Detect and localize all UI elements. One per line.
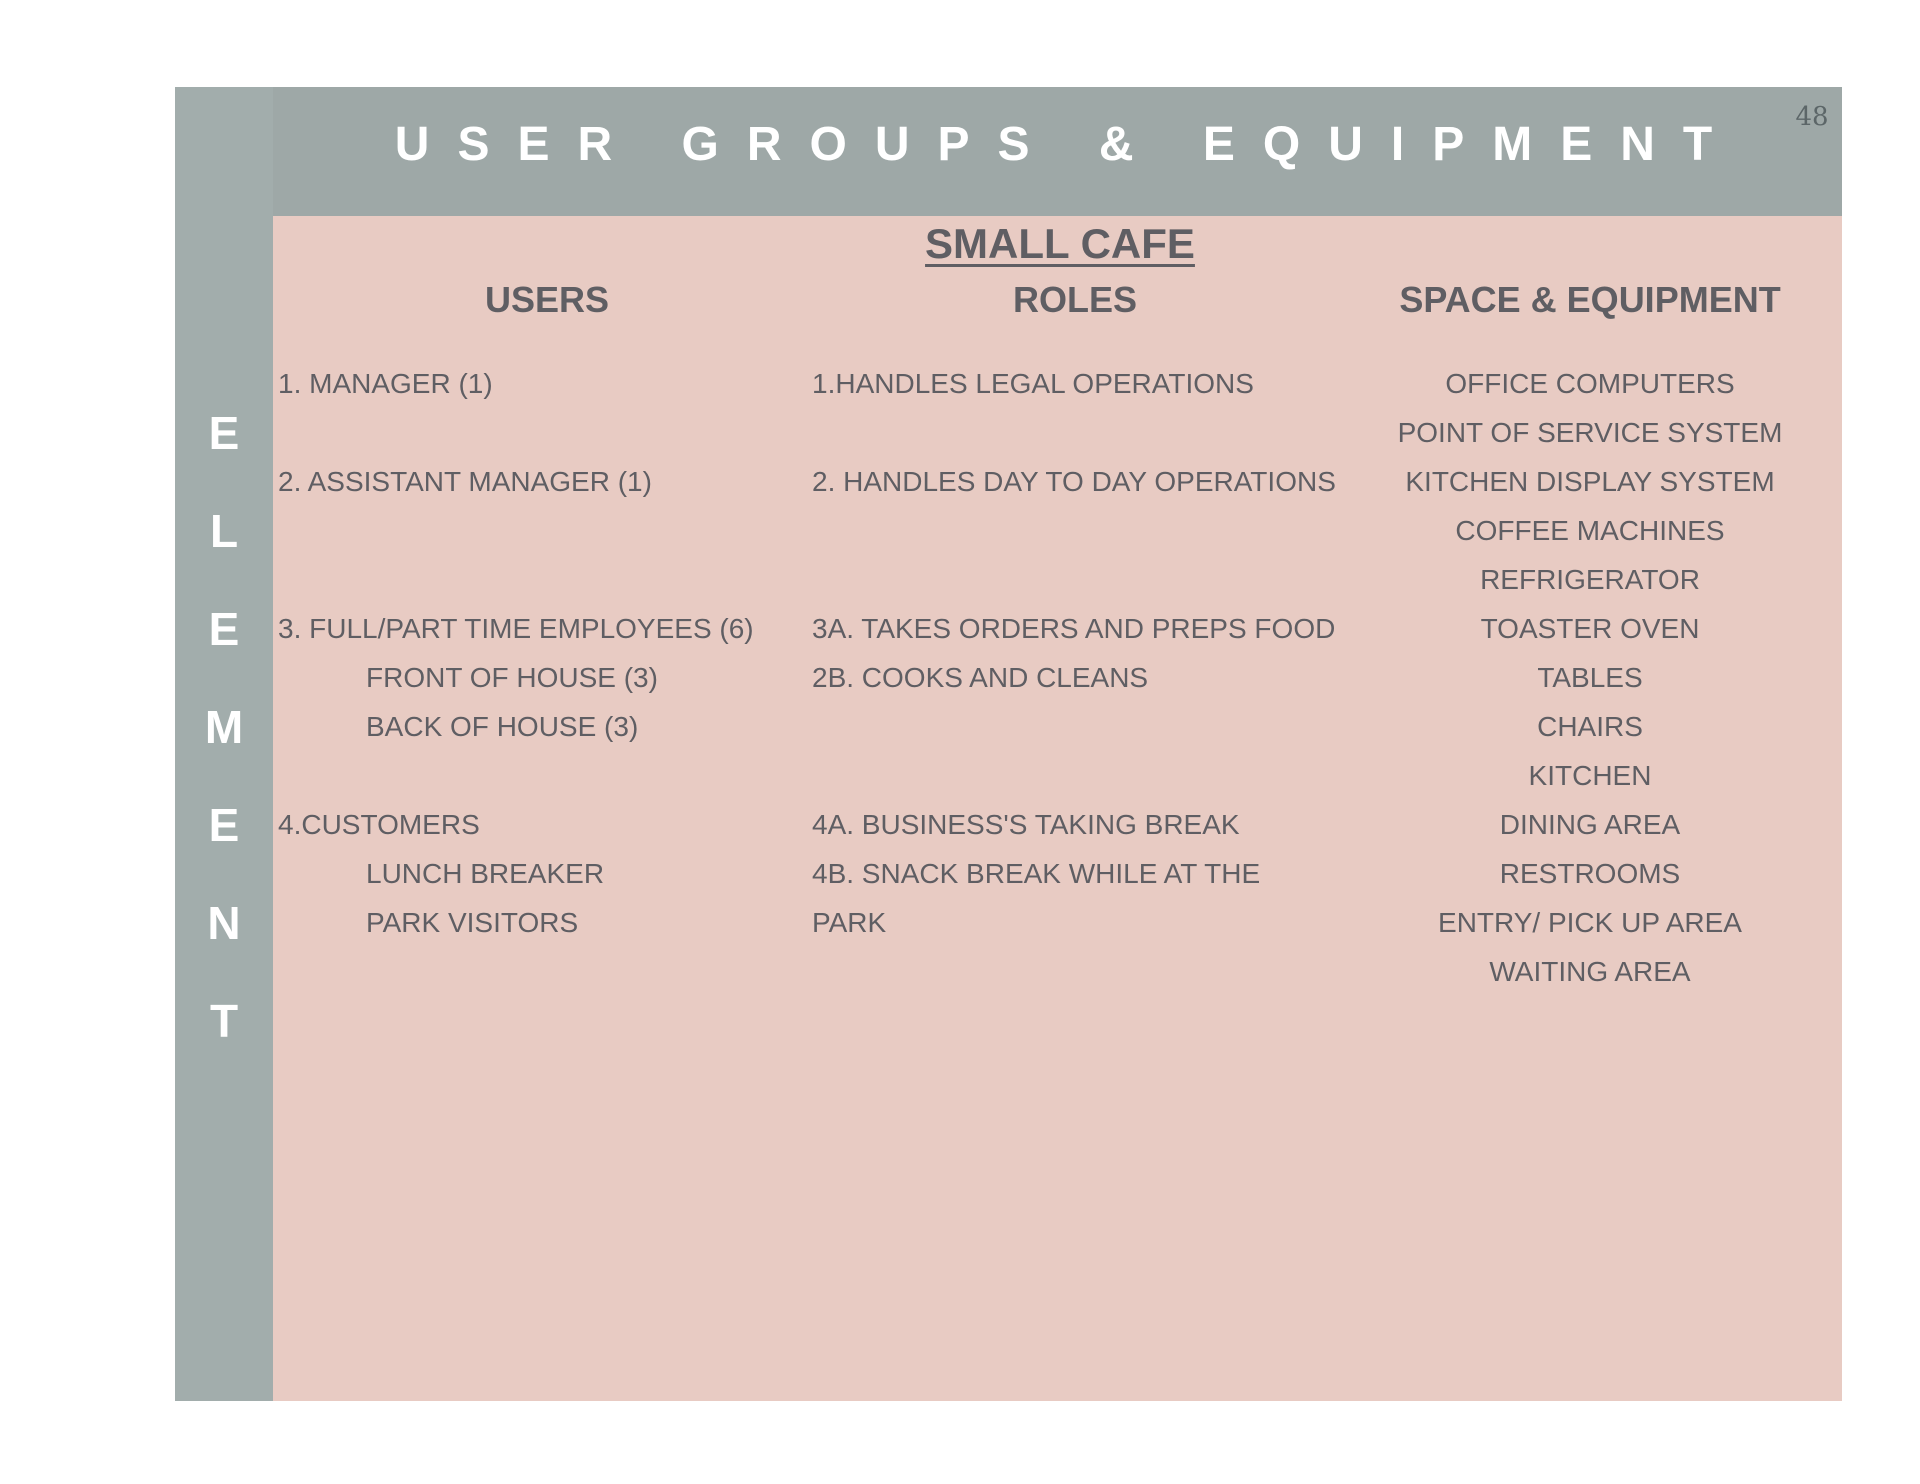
role-item: 4B. SNACK BREAK WHILE AT THE [812, 858, 1261, 889]
roles-column-heading: ROLES [1012, 279, 1137, 320]
vertical-letter: N [207, 897, 241, 949]
equipment-item: WAITING AREA [1489, 956, 1691, 987]
role-item: 4A. BUSINESS'S TAKING BREAK [812, 809, 1240, 840]
equipment-item: DINING AREA [1499, 809, 1681, 840]
vertical-letter: E [208, 603, 240, 655]
equipment-item: KITCHEN [1528, 760, 1652, 791]
equipment-item: POINT OF SERVICE SYSTEM [1397, 417, 1783, 448]
role-item: 3A. TAKES ORDERS AND PREPS FOOD [812, 613, 1336, 644]
user-item: 2. ASSISTANT MANAGER (1) [278, 466, 652, 497]
users-column-heading: USERS [484, 279, 610, 320]
user-subitem: BACK OF HOUSE (3) [366, 711, 639, 742]
vertical-letter: T [209, 995, 239, 1047]
equipment-item: TABLES [1537, 662, 1643, 693]
vertical-letter: E [208, 799, 240, 851]
vertical-letter: M [204, 701, 244, 753]
user-subitem: FRONT OF HOUSE (3) [366, 662, 658, 693]
equipment-item: TOASTER OVEN [1480, 613, 1700, 644]
equipment-item: COFFEE MACHINES [1455, 515, 1725, 546]
vertical-label [175, 407, 273, 1093]
user-subitem: LUNCH BREAKER [366, 858, 605, 889]
page-number: 48 [1795, 102, 1829, 132]
role-item: 2. HANDLES DAY TO DAY OPERATIONS [812, 466, 1336, 497]
user-item: 4.CUSTOMERS [278, 809, 480, 840]
equipment-item: KITCHEN DISPLAY SYSTEM [1405, 466, 1775, 497]
role-item: 1.HANDLES LEGAL OPERATIONS [812, 368, 1254, 399]
equipment-item: ENTRY/ PICK UP AREA [1438, 907, 1742, 938]
vertical-letter: E [208, 407, 240, 459]
section-title: SMALL CAFE [925, 220, 1195, 267]
space-equipment-column-heading: SPACE & EQUIPMENT [1399, 279, 1781, 320]
role-item: PARK [812, 907, 887, 938]
role-item: 2B. COOKS AND CLEANS [812, 662, 1149, 693]
user-subitem: PARK VISITORS [366, 907, 579, 938]
equipment-item: OFFICE COMPUTERS [1445, 368, 1735, 399]
equipment-item: REFRIGERATOR [1480, 564, 1700, 595]
equipment-item: RESTROOMS [1499, 858, 1681, 889]
equipment-item: CHAIRS [1537, 711, 1643, 742]
user-item: 1. MANAGER (1) [278, 368, 493, 399]
page-title: USER GROUPS & EQUIPMENT [394, 118, 1741, 171]
vertical-letter: L [209, 505, 239, 557]
header-bar [273, 87, 1842, 216]
user-item: 3. FULL/PART TIME EMPLOYEES (6) [278, 613, 754, 644]
